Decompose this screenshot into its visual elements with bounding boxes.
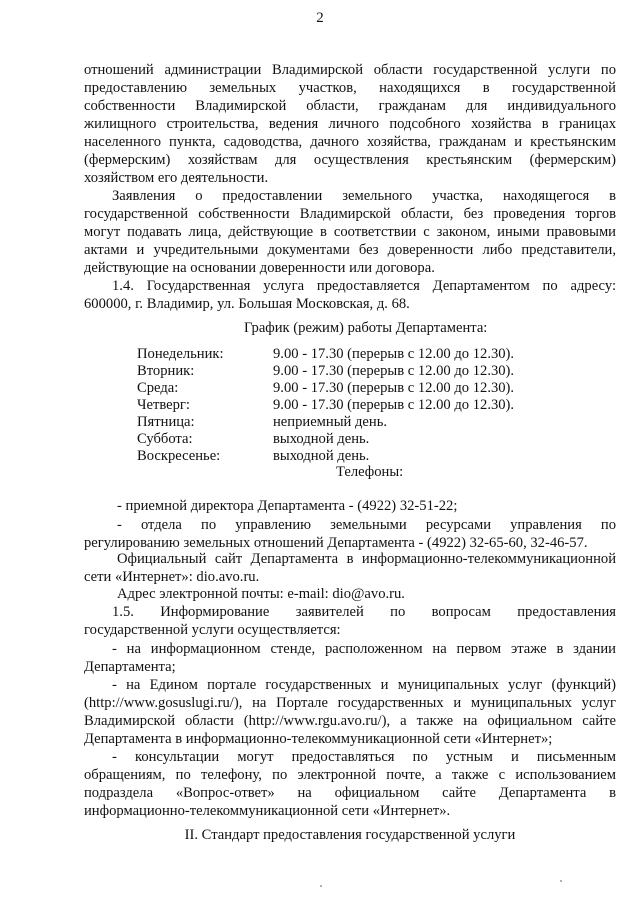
- text-line: 1.5. Информирование заявителей по вопросам предоставления: [112, 604, 616, 620]
- text-line: регулированию земельных отношений Департамента - (4922) 32-65-60, 32-46-57.: [84, 535, 588, 551]
- schedule-day: Суббота:: [137, 431, 193, 447]
- text-line: - консультации могут предоставляться по устным и письменным: [112, 749, 616, 765]
- text-line: подраздела «Вопрос-ответ» на официальном сайте Департамента в: [84, 785, 616, 801]
- text-line: (http://www.gosuslugi.ru/), на Портале государственных и муниципальных услуг: [84, 695, 616, 711]
- schedule-time: выходной день.: [273, 431, 370, 447]
- text-line: обращениям, по телефону, по электронной почте, а также с использованием: [84, 767, 616, 783]
- text-line: жилищного строительства, ведения личного подсобного хозяйства в границах: [84, 116, 616, 132]
- schedule-day: Пятница:: [137, 414, 195, 430]
- phones-title: Телефоны:: [336, 464, 404, 480]
- section-heading: II. Стандарт предоставления государственной услуги: [184, 827, 516, 843]
- text-line: населенного пункта, садоводства, дачного хозяйства, гражданам и крестьянским: [84, 134, 616, 150]
- text-line: сети «Интернет»: dio.avo.ru.: [84, 569, 260, 585]
- text-line: Адрес электронной почты: e-mail: dio@avo.ru.: [117, 586, 405, 602]
- text-line: - на информационном стенде, расположенном на первом этаже в здании: [112, 641, 616, 657]
- text-line: предоставлению земельных участков, находящихся в государственной: [84, 80, 616, 96]
- text-line: государственной услуги осуществляется:: [84, 622, 341, 638]
- scan-speck: [320, 885, 322, 887]
- text-line: - отдела по управлению земельными ресурсами управления по: [117, 517, 616, 533]
- text-line: отношений администрации Владимирской области государственной услуги по: [84, 62, 616, 78]
- schedule-title: График (режим) работы Департамента:: [244, 320, 488, 336]
- schedule-day: Вторник:: [137, 363, 195, 379]
- schedule-day: Воскресенье:: [137, 448, 221, 464]
- text-line: действующие на основании доверенности или договора.: [84, 260, 435, 276]
- text-line: могут подавать лица, действующие в соответствии с законом, иными правовыми: [84, 224, 616, 240]
- schedule-time: 9.00 - 17.30 (перерыв с 12.00 до 12.30).: [273, 363, 515, 379]
- text-line: государственной собственности Владимирской области, без проведения торгов: [84, 206, 616, 222]
- schedule-time: выходной день.: [273, 448, 370, 464]
- scan-speck: [560, 880, 562, 882]
- text-line: Заявления о предоставлении земельного участка, находящегося в: [112, 188, 616, 204]
- text-line: (фермерским) хозяйствам для осуществления крестьянским (фермерским): [84, 152, 616, 168]
- text-line: 600000, г. Владимир, ул. Большая Московская, д. 68.: [84, 296, 410, 312]
- text-line: 1.4. Государственная услуга предоставляется Департаментом по адресу:: [112, 278, 616, 294]
- schedule-day: Среда:: [137, 380, 179, 396]
- page-number: 2: [316, 10, 324, 26]
- text-line: - на Едином портале государственных и муниципальных услуг (функций): [112, 677, 616, 693]
- text-line: Департамента;: [84, 659, 176, 675]
- text-line: - приемной директора Департамента - (4922) 32-51-22;: [117, 498, 458, 514]
- text-line: собственности Владимирской области, гражданам для индивидуального: [84, 98, 616, 114]
- schedule-time: 9.00 - 17.30 (перерыв с 12.00 до 12.30).: [273, 380, 515, 396]
- schedule-time: неприемный день.: [273, 414, 388, 430]
- text-line: Департамента в информационно-телекоммуникационной сети «Интернет»;: [84, 731, 553, 747]
- text-line: актами и учредительными документами без доверенности либо представители,: [84, 242, 616, 258]
- schedule-day: Четверг:: [137, 397, 190, 413]
- schedule-time: 9.00 - 17.30 (перерыв с 12.00 до 12.30).: [273, 346, 515, 362]
- text-line: хозяйством его деятельности.: [84, 170, 269, 186]
- text-line: Владимирской области (http://www.rgu.avo.ru/), а также на официальном сайте: [84, 713, 616, 729]
- text-line: Официальный сайт Департамента в информационно-телекоммуникационной: [117, 551, 616, 567]
- text-line: информационно-телекоммуникационной сети «Интернет».: [84, 803, 451, 819]
- schedule-day: Понедельник:: [137, 346, 224, 362]
- schedule-time: 9.00 - 17.30 (перерыв с 12.00 до 12.30).: [273, 397, 515, 413]
